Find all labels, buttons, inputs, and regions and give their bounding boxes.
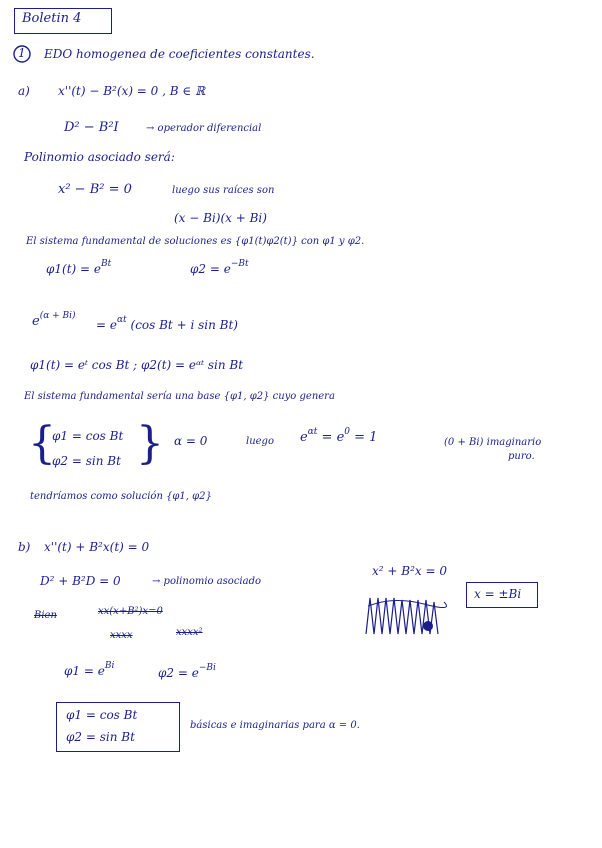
part-b-roots: x = ±Bi: [474, 587, 522, 601]
assoc-polynomial-intro: Polinomio asociado será:: [24, 150, 175, 164]
part-a-label: a): [18, 84, 30, 98]
scratch-mark-1: xxxx: [110, 630, 133, 641]
solution-eq1: φ1 = cos Bt: [66, 708, 138, 722]
conclusion-text: tendríamos como solución {φ1, φ2}: [30, 491, 212, 502]
phi1-exponential: $\varphi 1(t) = e^{Bt}$: [46, 259, 112, 276]
roots-note: luego sus raíces son: [172, 185, 275, 196]
right-brace: }: [136, 418, 164, 469]
part-b-operator: D² + B²D = 0: [40, 574, 121, 588]
part-b-label: b): [18, 540, 31, 554]
part-b-polynomial: x² + B²x = 0: [372, 564, 447, 578]
imaginary-note-2: puro.: [508, 451, 535, 462]
system-eq2: φ2 = sin Bt: [52, 454, 121, 468]
problem-number: 1: [18, 46, 26, 60]
imaginary-note: (0 + Bi) imaginario: [444, 437, 542, 448]
solution-note: básicas e imaginarias para α = 0.: [190, 720, 360, 731]
alpha-zero: α = 0: [174, 434, 208, 448]
scratch-mark-2: xxxx²: [176, 627, 203, 638]
part-b-equation: x''(t) + B²x(t) = 0: [44, 540, 150, 554]
system-eq1: φ1 = cos Bt: [52, 429, 124, 443]
scribble-drawing: [364, 594, 448, 638]
part-a-polynomial: x² − B² = 0: [58, 182, 132, 197]
fundamental-system-text: El sistema fundamental de soluciones es {φ1(t)φ2(t)} con φ1 y φ2.: [26, 236, 365, 247]
luego-word: luego: [246, 436, 274, 447]
solution-eq2: φ2 = sin Bt: [66, 730, 135, 744]
phi2-exponential: $\varphi 2 = e^{-Bt}$: [190, 259, 249, 276]
phi-pair: φ1(t) = eᵗ cos Bt ; φ2(t) = eᵅᵗ sin Bt: [30, 358, 244, 372]
part-b-phi1: $\varphi 1 = e^{Bi}$: [64, 661, 115, 678]
part-b-phi2: $\varphi 2 = e^{-Bi}$: [158, 663, 216, 680]
left-brace: {: [28, 418, 56, 469]
euler-lhs: $e^{(\alpha + Bi)}$: [32, 311, 76, 329]
problem-heading: EDO homogenea de coeficientes constantes.: [44, 47, 315, 61]
page-title: Boletin 4: [22, 11, 82, 26]
euler-rhs: = $e^{\alpha t}$ (cos Bt + i sin Bt): [96, 315, 238, 332]
exp-identity: $e^{\alpha t} = e^0 = 1$: [300, 427, 378, 445]
part-b-operator-note: → polinomio asociado: [152, 576, 262, 587]
part-a-equation: x''(t) − B²(x) = 0 , B ∈ ℝ: [58, 84, 206, 98]
factored-roots: (x − Bi)(x + Bi): [174, 211, 267, 225]
basis-text: El sistema fundamental sería una base {φ1, φ2} cuyo genera: [24, 391, 335, 402]
scratch-expression: xx(x+B²)x=0: [98, 606, 163, 617]
scratch-word: Bien: [34, 610, 57, 621]
part-a-operator: D² − B²I: [64, 120, 119, 135]
part-a-operator-note: → operador diferencial: [146, 123, 262, 134]
